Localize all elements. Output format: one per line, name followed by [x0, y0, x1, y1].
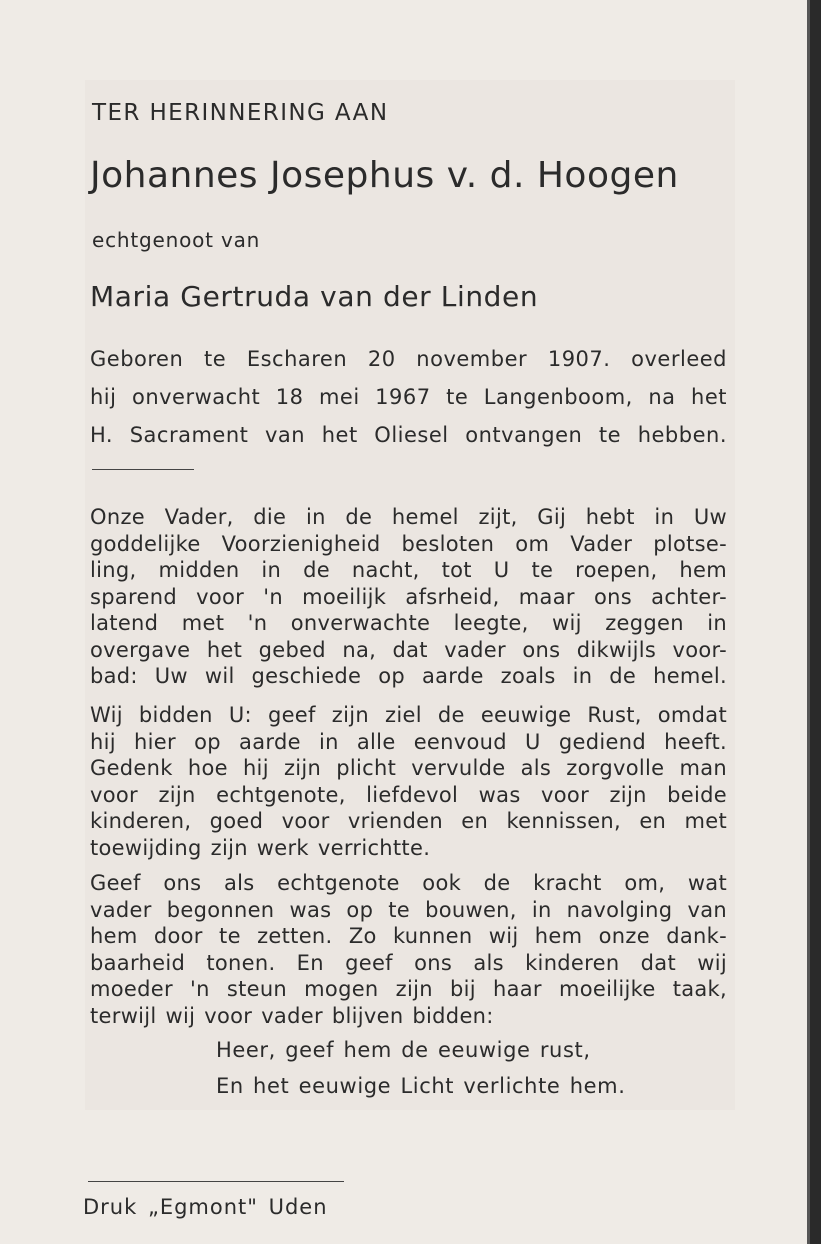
paragraph-line: ling, midden in de nacht, tot U te roepen, hem: [90, 558, 727, 582]
section-divider: [92, 469, 194, 470]
closing-prayer-line: Heer, geef hem de eeuwige rust,: [216, 1038, 591, 1062]
biography-line: H. Sacrament van het Oliesel ontvangen te hebben.: [90, 423, 727, 447]
paragraph-line: baarheid tonen. En geef ons als kinderen dat wij: [90, 950, 727, 975]
prayer-paragraph-1: [90, 504, 727, 690]
prayer-paragraph-2: [90, 702, 727, 861]
footer-divider: [88, 1181, 344, 1182]
paragraph-line: Onze Vader, die in de hemel zijt, Gij hebt in Uw: [90, 505, 727, 529]
paragraph-line: hem door te zetten. Zo kunnen wij hem onze dank-: [90, 924, 727, 948]
paragraph-line: bad: Uw wil geschiede op aarde zoals in de hemel.: [90, 664, 727, 688]
printer-credit: Druk „Egmont" Uden: [83, 1195, 328, 1219]
paragraph-line: goddelijke Voorzienigheid besloten om Vader plotse-: [90, 531, 727, 556]
paragraph-line: voor zijn echtgenote, liefdevol was voor zijn beide: [90, 782, 727, 807]
closing-prayer-line: En het eeuwige Licht verlichte hem.: [216, 1074, 626, 1098]
paragraph-line: latend met 'n onverwachte leegte, wij zeggen in: [90, 611, 727, 635]
paragraph-line: terwijl wij voor vader blijven bidden:: [90, 1003, 494, 1028]
paragraph-line: overgave het gebed na, dat vader ons dikwijls voor-: [90, 637, 727, 662]
paragraph-line: vader begonnen was op te bouwen, in navolging van: [90, 897, 727, 922]
biography-paragraph: [90, 340, 727, 454]
paragraph-line: toewijding zijn werk verrichtte.: [90, 835, 431, 860]
biography-line: Geboren te Escharen 20 november 1907. overleed: [90, 347, 727, 371]
paragraph-line: Geef ons als echtgenote ook de kracht om, wat: [90, 871, 727, 895]
spouse-intro: echtgenoot van: [92, 228, 261, 252]
paragraph-line: sparend voor 'n moeilijk afsrheid, maar ons achter-: [90, 584, 727, 609]
biography-line: hij onverwacht 18 mei 1967 te Langenboom, na het: [90, 385, 727, 409]
spouse-name: Maria Gertruda van der Linden: [90, 280, 539, 313]
paragraph-line: moeder 'n steun mogen zijn bij haar moeilijke taak,: [90, 977, 727, 1001]
paragraph-line: hij hier op aarde in alle eenvoud U gediend heeft.: [90, 729, 727, 754]
deceased-name: Johannes Josephus v. d. Hoogen: [90, 155, 679, 196]
paragraph-line: Wij bidden U: geef zijn ziel de eeuwige Rust, omdat: [90, 703, 727, 727]
prayer-paragraph-3: [90, 870, 727, 1029]
paragraph-line: kinderen, goed voor vrienden en kennissen, en met: [90, 809, 727, 833]
memorial-intro: TER HERINNERING AAN: [92, 100, 389, 126]
paragraph-line: Gedenk hoe hij zijn plicht vervulde als zorgvolle man: [90, 756, 727, 780]
